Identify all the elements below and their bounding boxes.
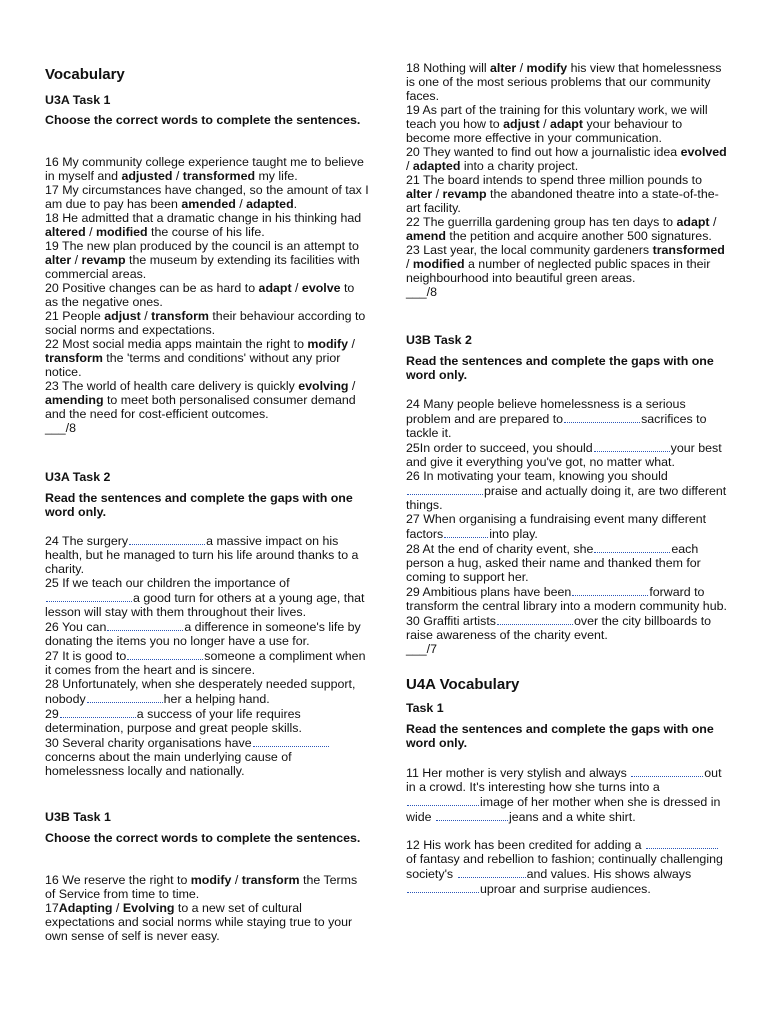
question-text: 22 Most social media apps maintain the right to — [45, 337, 308, 351]
question-item — [45, 677, 370, 706]
question-item — [45, 309, 370, 337]
question-text: the petition and acquire another 500 signatures. — [445, 229, 712, 243]
choice-option[interactable]: revamp — [442, 187, 487, 201]
question-text: a number of neglected public spaces in their neighbourhood into beautiful green areas. — [406, 257, 711, 285]
question-text: / — [516, 61, 527, 75]
question-item — [45, 533, 370, 576]
question-text: 23 Last year, the local community gardeners — [406, 243, 653, 257]
choice-option[interactable]: transform — [151, 309, 209, 323]
question-item — [406, 584, 728, 613]
choice-option[interactable]: adapt — [549, 117, 583, 131]
question-item — [406, 173, 728, 215]
question-text: 27 When organising a fundraising event many different factors — [406, 512, 707, 541]
question-text: to meet both personalised consumer demand and the need for cost-efficient outcomes. — [45, 393, 356, 421]
question-text: / — [140, 309, 152, 323]
answer-gap[interactable] — [497, 613, 573, 625]
u3a-task1-instruction: Choose the correct words to complete the sentences. — [45, 113, 361, 127]
choice-option[interactable]: amend — [406, 229, 446, 243]
question-item — [406, 541, 728, 584]
question-item — [406, 613, 728, 642]
question-text: the course of his life. — [147, 225, 265, 239]
question-text: their behaviour according to social norms and expectations. — [45, 309, 366, 337]
choice-option[interactable]: modified — [95, 225, 148, 239]
answer-gap[interactable] — [631, 765, 703, 777]
answer-gap[interactable] — [407, 794, 479, 806]
u4a-task1-instruction: Read the sentences and complete the gaps with one word only. — [406, 722, 714, 750]
choice-option[interactable]: transform — [241, 873, 300, 887]
choice-option[interactable]: adapt — [676, 215, 710, 229]
answer-gap[interactable] — [253, 735, 329, 747]
answer-gap[interactable] — [646, 837, 718, 849]
question-text: 27 It is good to — [45, 649, 127, 663]
question-text: 30 Graffiti artists — [406, 614, 496, 628]
question-text: 18 He admitted that a dramatic change in his thinking had — [45, 211, 362, 225]
question-item — [45, 281, 370, 309]
question-text: her a helping hand. — [163, 692, 270, 706]
question-item — [45, 211, 370, 239]
answer-gap[interactable] — [129, 533, 205, 545]
question-text: 24 Many people believe homelessness is a serious problem and are prepared to — [406, 397, 686, 426]
question-text: to as the negative ones. — [45, 281, 355, 309]
question-item — [406, 397, 728, 440]
question-text: / — [348, 337, 355, 351]
question-text: the museum by extending its facilities with commercial areas. — [45, 253, 360, 281]
u3a-task2-title: U3A Task 2 — [45, 470, 111, 484]
question-text: forward to transform the central library into a modern community hub. — [406, 585, 727, 613]
question-text: praise and actually doing it, are two different things. — [406, 484, 727, 512]
question-text: / — [348, 379, 356, 393]
question-text: my life. — [255, 169, 298, 183]
question-text: 28 Unfortunately, when she desperately needed support, nobody — [45, 677, 356, 706]
question-text: 18 Nothing will — [406, 61, 491, 75]
question-text: 23 The world of health care delivery is quickly — [45, 379, 299, 393]
choice-option[interactable]: altered — [45, 225, 86, 239]
choice-option[interactable]: Evolving — [122, 901, 175, 915]
question-text: 25In order to succeed, you should — [406, 441, 593, 455]
question-item — [45, 183, 370, 211]
question-item — [406, 61, 728, 103]
question-item — [406, 145, 728, 173]
question-text: into play. — [489, 527, 538, 541]
question-item — [406, 215, 728, 243]
u4a-heading: U4A Vocabulary — [406, 676, 520, 693]
question-text: 17 — [45, 901, 59, 915]
u3b-task1-items-continued — [406, 61, 728, 299]
choice-option[interactable]: transformed — [652, 243, 725, 257]
answer-gap[interactable] — [444, 526, 488, 538]
choice-option[interactable]: evolve — [301, 281, 341, 295]
question-text: 28 At the end of charity event, she — [406, 542, 594, 556]
question-text: 22 The guerrilla gardening group has ten days to — [406, 215, 677, 229]
u3b-task2-items — [406, 397, 728, 656]
question-text: / — [235, 197, 247, 211]
question-item — [45, 576, 370, 619]
question-text: 21 People — [45, 309, 105, 323]
vocabulary-heading: Vocabulary — [45, 66, 125, 83]
answer-gap[interactable] — [60, 706, 136, 718]
u3b-task1-items — [45, 873, 370, 943]
answer-gap[interactable] — [572, 584, 648, 596]
question-text: 19 The new plan produced by the council is an attempt to — [45, 239, 359, 253]
question-text: / — [709, 215, 717, 229]
question-text: the abandoned theatre into a state-of-the-art facility. — [406, 187, 719, 215]
u3b-task2-title: U3B Task 2 — [406, 333, 472, 347]
choice-option[interactable]: adapted — [246, 197, 294, 211]
question-text: 16 My community college experience taught me to believe in myself and — [45, 155, 364, 183]
u3a-task2-instruction: Read the sentences and complete the gaps with one word only. — [45, 491, 353, 519]
question-text: / — [231, 873, 242, 887]
answer-gap[interactable] — [407, 483, 483, 495]
answer-gap[interactable] — [564, 411, 640, 423]
u3b-task1-title: U3B Task 1 — [45, 810, 111, 824]
choice-option[interactable]: adjust — [104, 309, 141, 323]
question-text: / — [85, 225, 96, 239]
choice-option[interactable]: adjust — [503, 117, 540, 131]
question-text: into a charity project. — [460, 159, 579, 173]
question-text: over the city billboards to raise awareness of the charity event. — [406, 614, 712, 642]
question-text: / — [432, 187, 443, 201]
question-text: to a new set of cultural expectations and social norms while staying true to your own sense of self is never easy. — [45, 901, 353, 943]
u3a-task1-title: U3A Task 1 — [45, 93, 111, 107]
question-text: . — [293, 197, 298, 211]
question-item — [45, 648, 370, 677]
question-item — [45, 901, 370, 943]
question-item — [45, 239, 370, 281]
answer-gap[interactable] — [107, 619, 183, 631]
question-text: 17 My circumstances have changed, so the amount of tax I am due to pay has been — [45, 183, 369, 211]
score-line: ___/7 — [406, 642, 438, 656]
choice-option[interactable]: adapted — [412, 159, 461, 173]
u3b-task2-instruction: Read the sentences and complete the gaps with one word only. — [406, 354, 714, 382]
question-item — [45, 706, 370, 735]
question-text: 26 You can — [45, 620, 107, 634]
choice-option[interactable]: modify — [307, 337, 349, 351]
u4a-task1-title: Task 1 — [406, 701, 444, 715]
question-item — [45, 155, 370, 183]
score-line: ___/8 — [406, 285, 438, 299]
question-item — [406, 103, 728, 145]
question-text: the 'terms and conditions' without any prior notice. — [45, 351, 341, 379]
question-text: / — [539, 117, 550, 131]
u4a-item-11: 11 Her mother is very stylish and always out in a crowd. It's interesting how she turns into a image of her mother when she is dressed in wide jeans and a white shirt. — [406, 766, 722, 824]
question-text: sacrifices to tackle it. — [406, 412, 707, 440]
question-text: 20 They wanted to find out how a journalistic idea — [406, 145, 681, 159]
question-item — [45, 619, 370, 648]
answer-gap[interactable] — [127, 648, 203, 660]
answer-gap[interactable] — [407, 881, 479, 893]
question-text: 30 Several charity organisations have — [45, 736, 252, 750]
question-text: your best and give it everything you've got, no matter what. — [406, 441, 722, 469]
choice-option[interactable]: modify — [190, 873, 232, 887]
question-text: / — [406, 159, 413, 173]
answer-gap[interactable] — [46, 590, 132, 602]
choice-option[interactable]: amended — [181, 197, 236, 211]
question-text: a good turn for others at a young age, that lesson will stay with them throughout their lives. — [45, 591, 365, 619]
question-text: 16 We reserve the right to — [45, 873, 191, 887]
answer-gap[interactable] — [436, 809, 508, 821]
choice-option[interactable]: amending — [45, 393, 104, 407]
question-text: his view that homelessness is one of the most serious problems that our community faces. — [406, 61, 722, 103]
question-text: a difference in someone's life by donating the items you no longer have a use for. — [45, 620, 361, 648]
answer-gap[interactable] — [87, 691, 163, 703]
answer-gap[interactable] — [594, 541, 670, 553]
question-text: someone a compliment when it comes from the heart and is sincere. — [45, 649, 366, 677]
choice-option[interactable]: transform — [45, 351, 103, 365]
question-text: 29 Ambitious plans have been — [406, 585, 572, 599]
question-item — [45, 379, 370, 421]
question-text: 21 The board intends to spend three million pounds to — [406, 173, 702, 187]
choice-option[interactable]: adapt — [258, 281, 292, 295]
choice-option[interactable]: evolving — [298, 379, 349, 393]
question-text: a massive impact on his health, but he managed to turn his life around thanks to a charity. — [45, 534, 359, 576]
question-item — [406, 512, 728, 541]
choice-option[interactable]: alter — [45, 253, 72, 267]
question-item — [45, 337, 370, 379]
choice-option[interactable]: modified — [412, 257, 465, 271]
question-text: concerns about the main underlying cause of homelessness locally and nationally. — [45, 750, 292, 778]
choice-option[interactable]: evolved — [680, 145, 727, 159]
question-text: / — [172, 169, 183, 183]
question-text: / — [71, 253, 82, 267]
question-text: the Terms of Service from time to time. — [45, 873, 358, 901]
question-text: 20 Positive changes can be as hard to — [45, 281, 259, 295]
question-text: a success of your life requires determination, purpose and great people skills. — [45, 707, 302, 735]
question-text: each person a hug, asked their name and thanked them for coming to support her. — [406, 542, 701, 584]
choice-option[interactable]: revamp — [81, 253, 126, 267]
u4a-item-12: 12 His work has been credited for adding a of fantasy and rebellion to fashion; continually challenging society's and values. His shows always uproar and surprise audiences. — [406, 838, 723, 896]
question-text: / — [112, 901, 123, 915]
question-text: 25 If we teach our children the importance of — [45, 576, 290, 590]
question-text: / — [406, 257, 413, 271]
question-item — [45, 873, 370, 901]
question-text: / — [291, 281, 302, 295]
u3a-task1-items — [45, 155, 370, 435]
question-item — [406, 243, 728, 285]
question-item — [406, 469, 728, 512]
answer-gap[interactable] — [458, 866, 526, 878]
question-text: 24 The surgery — [45, 534, 129, 548]
choice-option[interactable]: modify — [526, 61, 568, 75]
u3b-task1-instruction: Choose the correct words to complete the sentences. — [45, 831, 361, 845]
choice-option[interactable]: alter — [406, 187, 433, 201]
question-text: 26 In motivating your team, knowing you should — [406, 469, 668, 483]
choice-option[interactable]: alter — [490, 61, 517, 75]
choice-option[interactable]: transformed — [182, 169, 256, 183]
question-text: 19 As part of the training for this voluntary work, we will teach you how to — [406, 103, 708, 131]
choice-option[interactable]: adjusted — [121, 169, 173, 183]
question-text: 29 — [45, 707, 59, 721]
score-line: ___/8 — [45, 421, 77, 435]
question-text: your behaviour to become more effective in your communication. — [406, 117, 683, 145]
u3a-task2-items — [45, 533, 370, 778]
question-item — [406, 440, 728, 469]
answer-gap[interactable] — [594, 440, 670, 452]
choice-option[interactable]: Adapting — [58, 901, 113, 915]
question-item — [45, 735, 370, 778]
